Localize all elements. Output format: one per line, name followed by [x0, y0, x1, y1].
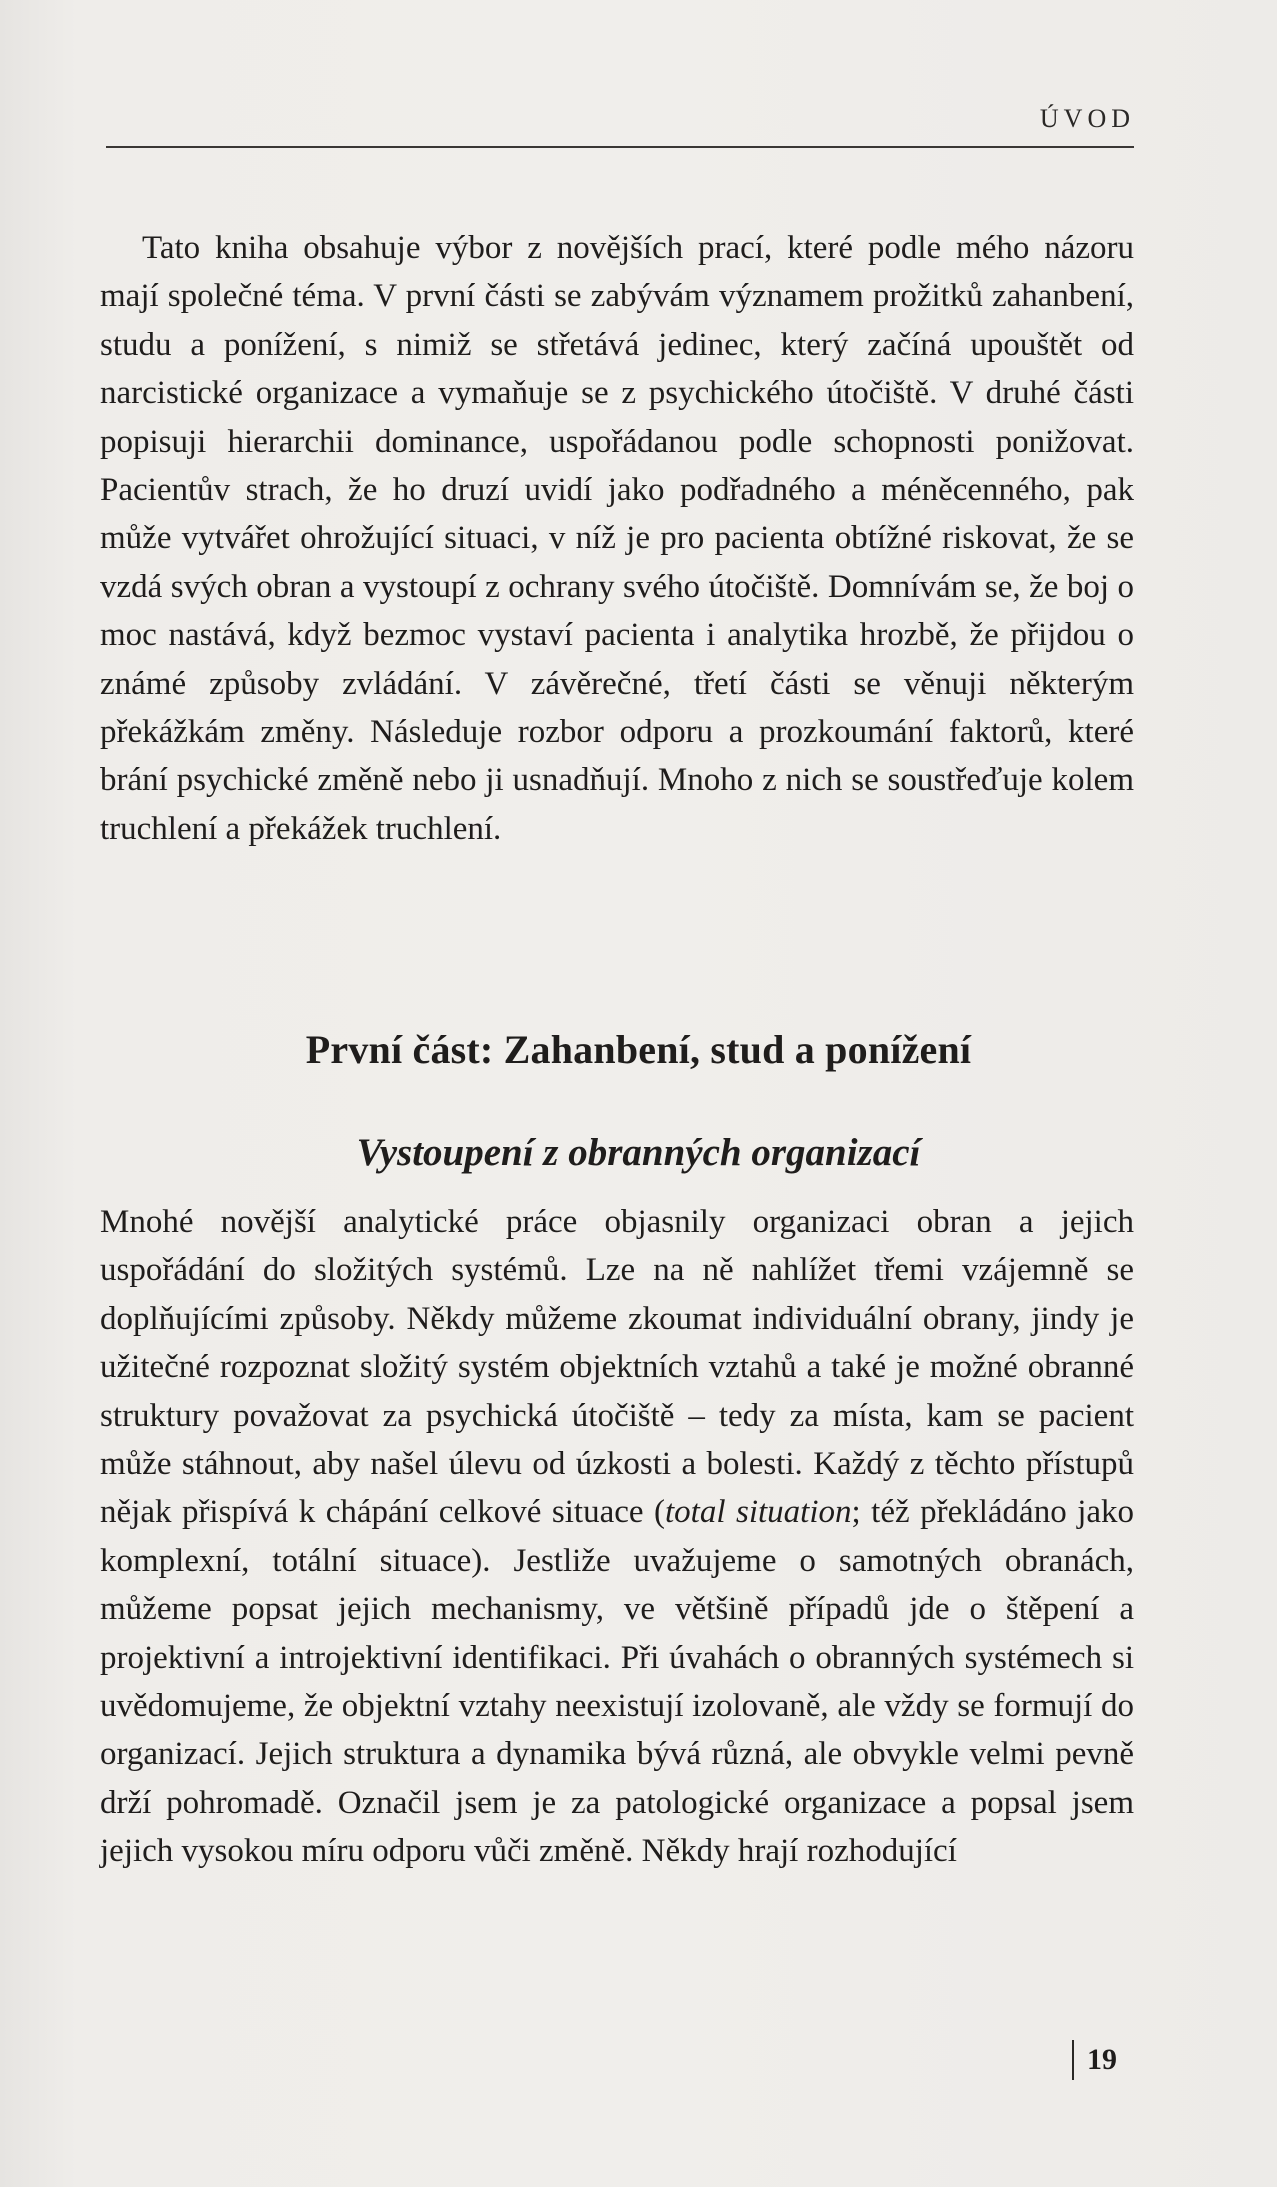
paragraph-text-start: Mnohé novější analytické práce objasnily organizaci obran a jejich uspořádání do složitých systémů. Lze na ně nahlížet třemi vzájemně se doplňujícími způsoby. Někdy můžeme zkoumat individuální obrany, jindy je užitečné rozpoznat složitý systém objektních vztahů a také je možné obranné struktury považovat za psychická útočiště – tedy za místa, kam se pacient může stáhnout, aby našel úlevu od úzkosti a bolesti. Každý z těchto přístupů nějak přispívá k chápání celkové situace ( [100, 1204, 1134, 1531]
running-head: ÚVOD [1039, 104, 1135, 133]
italic-term: total situation [665, 1494, 852, 1531]
header-rule [106, 146, 1134, 148]
folio-divider [1072, 2040, 1074, 2080]
paragraph-text-end: ; též překládáno jako komplexní, totální situace). Jestliže uvažujeme o samotných obranách, můžeme popsat jejich mechanismy, ve většině případů jde o štěpení a projektivní a introjektivní identifikaci. Při úvahách o obranných systémech si uvědomujeme, že objektní vztahy neexistují izolovaně, ale vždy se formují do organizací. Jejich struktura a dynamika bývá různá, ale obvykle velmi pevně drží pohromadě. Označil jsem je za patologické organizace a popsal jsem jejich vysokou míru odporu vůči změně. Někdy hrají rozhodující [100, 1494, 1135, 1870]
part-heading: První část: Zahanbení, stud a ponížení [305, 1027, 972, 1072]
page-number: 19 [1087, 2043, 1117, 2076]
intro-paragraph: Tato kniha obsahuje výbor z novějších prací, které podle mého názoru mají společné téma. V první části se zabývám významem prožitků zahanbení, studu a ponížení, s nimiž se střetává jedinec, který začíná upouštět od narcistické organizace a vymaňuje se z psychického útočiště. V druhé části popisuji hierarchii dominance, uspořádanou podle schopnosti ponižovat. Pacientův strach, že ho druzí uvidí jako podřadného a méněcenného, pak může vytvářet ohrožující situaci, v níž je pro pacienta obtížné riskovat, že se vzdá svých obran a vystoupí z ochrany svého útočiště. Domnívám se, že boj o moc nastává, když bezmoc vystaví pacienta i analytika hrozbě, že přijdou o známé způsoby zvládání. V závěrečné, třetí části se věnuji některým překážkám změny. Následuje rozbor odporu a prozkoumání faktorů, které brání psychické změně nebo ji usnadňují. Mnoho z nich se soustřeďuje kolem truchlení a překážek truchlení. [100, 230, 1134, 847]
chapter-heading: Vystoupení z obranných organizací [356, 1131, 921, 1174]
chapter-paragraph [100, 1198, 1134, 1876]
